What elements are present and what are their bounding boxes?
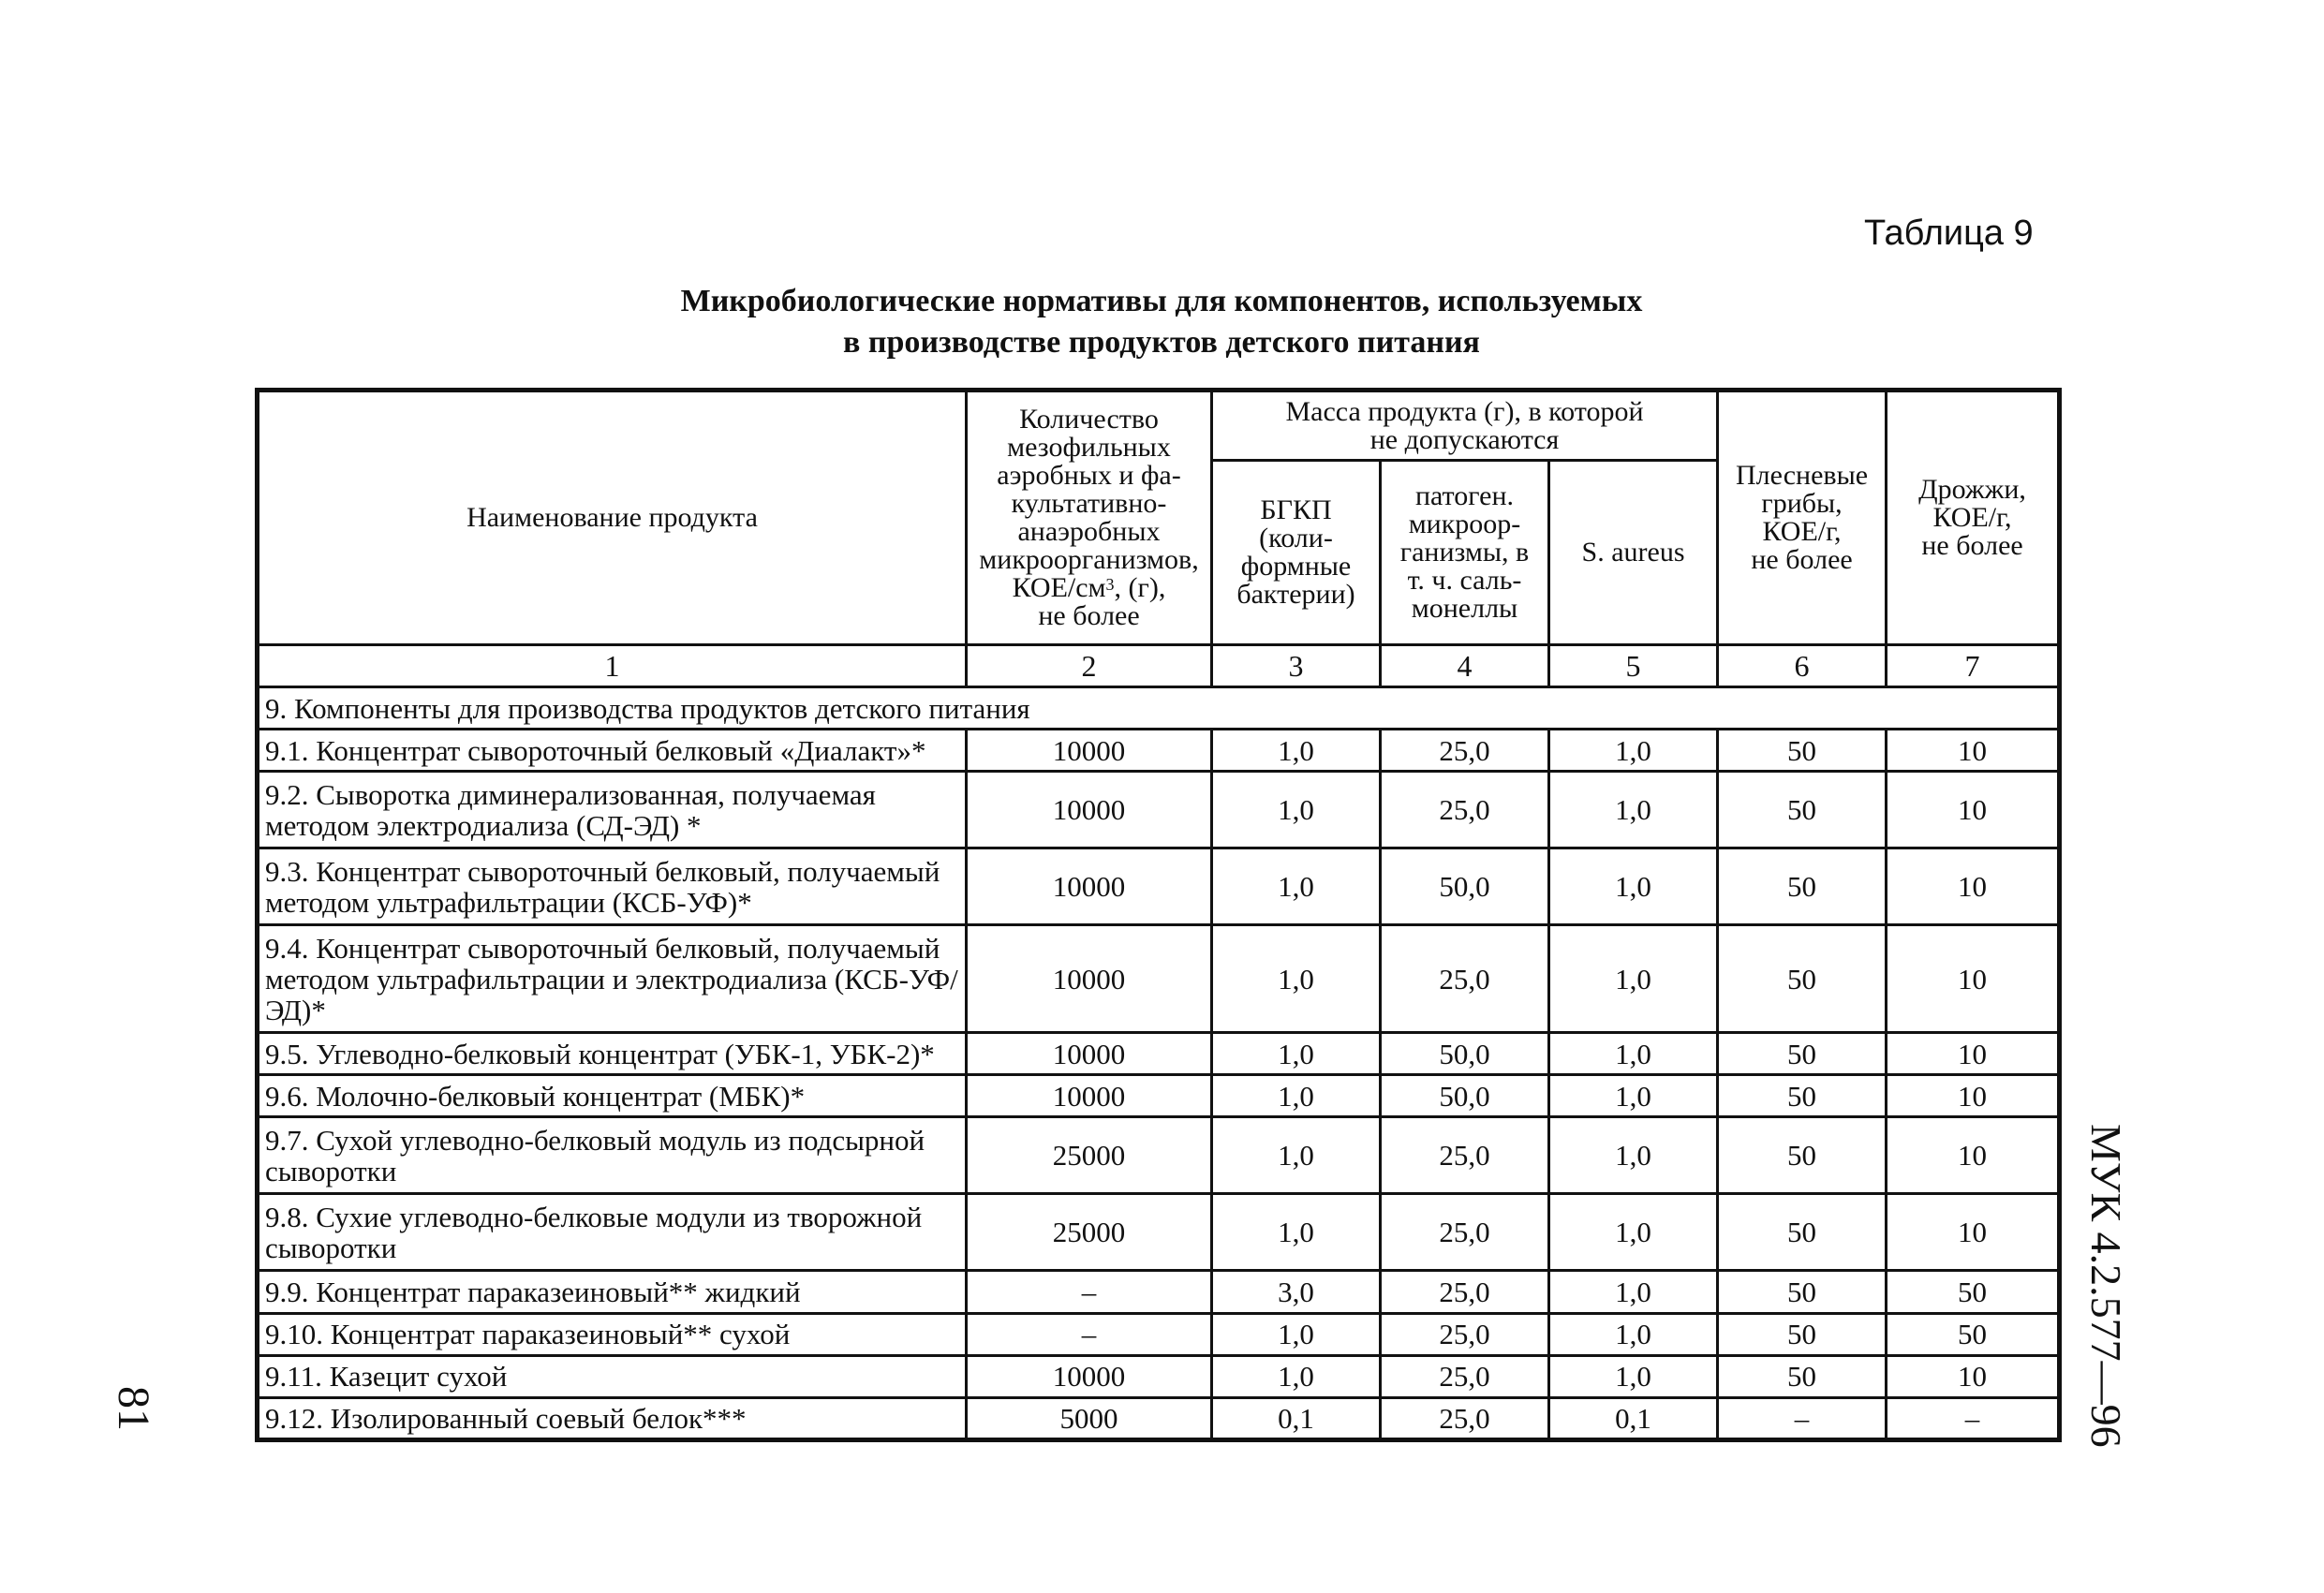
product-name-cell: 9.2. Сыворотка диминерализованная, получаемая методом электродиализа (СД-ЭД) * <box>258 772 967 848</box>
header-line: ганизмы, в <box>1399 537 1530 568</box>
value-cell: 50 <box>1718 772 1887 848</box>
column-number-row <box>258 645 2060 687</box>
header-unit-suffix: , (г), <box>1114 572 1166 603</box>
header-line: анаэробных <box>1017 516 1161 547</box>
value-cell: 10000 <box>967 730 1212 772</box>
value-cell: 50 <box>1718 1033 1887 1075</box>
column-number: 4 <box>1381 645 1549 687</box>
product-name-cell: 9.9. Концентрат параказеиновый** жидкий <box>258 1271 967 1313</box>
value-cell: 10 <box>1887 1117 2060 1194</box>
header-line: формные <box>1240 551 1352 582</box>
value-cell: 1,0 <box>1212 1075 1381 1117</box>
header-mesophilic <box>967 391 1212 645</box>
header-line: Масса продукта (г), в которой <box>1285 395 1644 427</box>
section-row <box>258 687 2060 730</box>
value-cell: 25,0 <box>1381 925 1549 1033</box>
value-cell: 10000 <box>967 925 1212 1033</box>
header-line: Плесневые <box>1736 460 1869 491</box>
value-cell: 25,0 <box>1381 772 1549 848</box>
table-title-line: в производстве продуктов детского питания <box>843 325 1480 360</box>
table-row <box>258 772 2060 848</box>
value-cell: 10 <box>1887 1355 2060 1397</box>
header-line: бактерии) <box>1236 579 1355 610</box>
value-cell: 25,0 <box>1381 1271 1549 1313</box>
value-cell: 1,0 <box>1549 1075 1718 1117</box>
value-cell: 1,0 <box>1549 1355 1718 1397</box>
value-cell: 50,0 <box>1381 1075 1549 1117</box>
header-line: мезофильных <box>1007 432 1171 463</box>
product-name-cell: 9.10. Концентрат параказеиновый** сухой <box>258 1313 967 1355</box>
table-row <box>258 1117 2060 1194</box>
table-row <box>258 730 2060 772</box>
product-name-cell: 9.11. Казецит сухой <box>258 1355 967 1397</box>
value-cell: 50 <box>1718 1075 1887 1117</box>
value-cell: 10 <box>1887 925 2060 1033</box>
value-cell: 50 <box>1718 1271 1887 1313</box>
table-row <box>258 925 2060 1033</box>
value-cell: 1,0 <box>1549 1194 1718 1271</box>
header-line: т. ч. саль- <box>1407 565 1522 596</box>
header-line: не более <box>1751 544 1853 575</box>
value-cell: 25000 <box>967 1117 1212 1194</box>
value-cell: 10000 <box>967 1355 1212 1397</box>
value-cell: 25,0 <box>1381 1194 1549 1271</box>
header-line: не более <box>1921 530 2023 561</box>
header-mold <box>1718 391 1887 645</box>
value-cell: 50 <box>1718 1117 1887 1194</box>
value-cell: 50 <box>1718 1313 1887 1355</box>
header-line: микроор- <box>1408 509 1521 539</box>
value-cell: – <box>1887 1397 2060 1439</box>
header-bgkp <box>1212 461 1381 645</box>
value-cell: 50,0 <box>1381 1033 1549 1075</box>
header-line: КОЕ/г, <box>1762 516 1842 547</box>
value-cell: 50,0 <box>1381 848 1549 925</box>
value-cell: 1,0 <box>1549 925 1718 1033</box>
value-cell: 1,0 <box>1549 1033 1718 1075</box>
table-row <box>258 1033 2060 1075</box>
header-line <box>973 574 1205 602</box>
header-line: аэробных и фа- <box>997 460 1181 491</box>
value-cell: 50 <box>1887 1313 2060 1355</box>
value-cell: 1,0 <box>1212 772 1381 848</box>
value-cell: 10 <box>1887 848 2060 925</box>
header-line: культативно- <box>1011 488 1167 519</box>
section-title: 9. Компоненты для производства продуктов детского питания <box>258 687 2060 730</box>
value-cell: 10 <box>1887 772 2060 848</box>
value-cell: 50 <box>1718 848 1887 925</box>
column-number: 6 <box>1718 645 1887 687</box>
header-line: БГКП <box>1260 494 1332 525</box>
value-cell: 1,0 <box>1212 1355 1381 1397</box>
norms-table <box>255 388 2062 1442</box>
value-cell: 10000 <box>967 1075 1212 1117</box>
table-row <box>258 1355 2060 1397</box>
header-line: патоген. <box>1414 480 1515 511</box>
table-row <box>258 1313 2060 1355</box>
product-name-cell: 9.1. Концентрат сывороточный белковый «Диалакт»* <box>258 730 967 772</box>
value-cell: 25000 <box>967 1194 1212 1271</box>
value-cell: 1,0 <box>1549 1313 1718 1355</box>
column-number: 2 <box>967 645 1212 687</box>
header-line: грибы, <box>1761 488 1843 519</box>
header-line: Количество <box>1019 404 1159 435</box>
table-label: Таблица 9 <box>1864 214 2034 253</box>
value-cell: 0,1 <box>1549 1397 1718 1439</box>
value-cell: 1,0 <box>1212 925 1381 1033</box>
header-line: микроорганизмов, <box>979 544 1199 575</box>
product-name-cell: 9.12. Изолированный соевый белок*** <box>258 1397 967 1439</box>
header-line: не допускаются <box>1369 423 1560 455</box>
value-cell: 1,0 <box>1549 730 1718 772</box>
document-code: МУК 4.2.577—96 <box>2082 1124 2130 1448</box>
column-number: 7 <box>1887 645 2060 687</box>
value-cell: 10000 <box>967 848 1212 925</box>
header-line: КОЕ/г, <box>1932 502 2012 533</box>
table-row <box>258 1194 2060 1271</box>
value-cell: 1,0 <box>1549 772 1718 848</box>
value-cell: 1,0 <box>1549 848 1718 925</box>
product-name-cell: 9.7. Сухой углеводно-белковый модуль из подсырной сыворотки <box>258 1117 967 1194</box>
value-cell: 50 <box>1718 1194 1887 1271</box>
table-row <box>258 1271 2060 1313</box>
value-cell: 1,0 <box>1212 1194 1381 1271</box>
value-cell: 10000 <box>967 772 1212 848</box>
product-name-cell: 9.3. Концентрат сывороточный белковый, получаемый методом ультрафильтрации (КСБ-УФ)* <box>258 848 967 925</box>
value-cell: 25,0 <box>1381 730 1549 772</box>
value-cell: 10 <box>1887 1075 2060 1117</box>
header-saureus: S. aureus <box>1549 461 1718 645</box>
header-line: не более <box>1038 600 1140 631</box>
value-cell: 50 <box>1718 925 1887 1033</box>
header-product-name: Наименование продукта <box>258 391 967 645</box>
table-title-line: Микробиологические нормативы для компонентов, используемых <box>680 284 1643 318</box>
value-cell: 25,0 <box>1381 1397 1549 1439</box>
header-line: (коли- <box>1259 523 1333 553</box>
value-cell: 10 <box>1887 730 2060 772</box>
value-cell: 1,0 <box>1212 1117 1381 1194</box>
value-cell: 1,0 <box>1212 1033 1381 1075</box>
product-name-cell: 9.5. Углеводно-белковый концентрат (УБК-1, УБК-2)* <box>258 1033 967 1075</box>
header-pathogens <box>1381 461 1549 645</box>
page-number: 81 <box>109 1386 158 1431</box>
value-cell: 1,0 <box>1212 1313 1381 1355</box>
value-cell: 50 <box>1718 1355 1887 1397</box>
value-cell: 1,0 <box>1549 1271 1718 1313</box>
column-number: 1 <box>258 645 967 687</box>
header-unit-superscript: 3 <box>1105 575 1115 594</box>
value-cell: 25,0 <box>1381 1117 1549 1194</box>
value-cell: 10 <box>1887 1194 2060 1271</box>
value-cell: 10 <box>1887 1033 2060 1075</box>
value-cell: 3,0 <box>1212 1271 1381 1313</box>
value-cell: 0,1 <box>1212 1397 1381 1439</box>
header-yeast <box>1887 391 2060 645</box>
value-cell: – <box>967 1313 1212 1355</box>
header-line: Дрожжи, <box>1918 474 2026 505</box>
value-cell: 5000 <box>967 1397 1212 1439</box>
value-cell: – <box>1718 1397 1887 1439</box>
table-row <box>258 1397 2060 1439</box>
product-name-cell: 9.4. Концентрат сывороточный белковый, получаемый методом ультрафильтрации и электродиализа (КСБ-УФ/ЭД)* <box>258 925 967 1033</box>
table-row <box>258 1075 2060 1117</box>
value-cell: 1,0 <box>1212 730 1381 772</box>
header-unit: КОЕ/см <box>1012 572 1106 603</box>
product-name-cell: 9.6. Молочно-белковый концентрат (МБК)* <box>258 1075 967 1117</box>
value-cell: 25,0 <box>1381 1313 1549 1355</box>
table-title <box>525 281 1799 363</box>
product-name-cell: 9.8. Сухие углеводно-белковые модули из творожной сыворотки <box>258 1194 967 1271</box>
value-cell: 1,0 <box>1212 848 1381 925</box>
column-number: 5 <box>1549 645 1718 687</box>
table-row <box>258 848 2060 925</box>
value-cell: 25,0 <box>1381 1355 1549 1397</box>
column-number: 3 <box>1212 645 1381 687</box>
header-mass-group <box>1212 391 1718 461</box>
value-cell: – <box>967 1271 1212 1313</box>
value-cell: 50 <box>1887 1271 2060 1313</box>
value-cell: 50 <box>1718 730 1887 772</box>
value-cell: 1,0 <box>1549 1117 1718 1194</box>
header-line: монеллы <box>1411 593 1518 624</box>
value-cell: 10000 <box>967 1033 1212 1075</box>
